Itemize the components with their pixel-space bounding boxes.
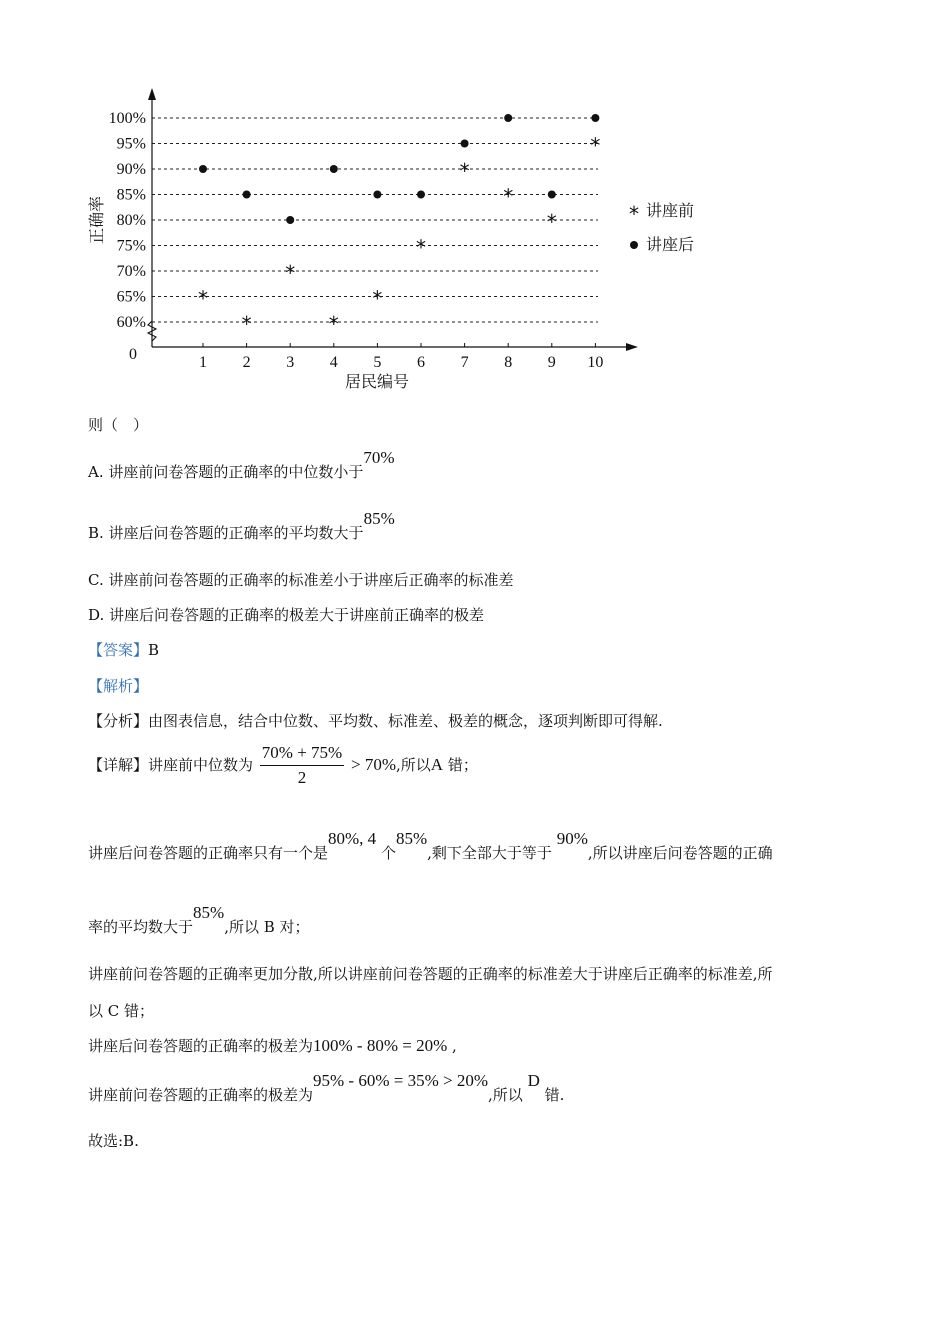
l1-g: ,所以讲座后问卷答题的正确 xyxy=(587,844,773,862)
l6-e: 错. xyxy=(544,1086,565,1104)
detail-prefix: 【详解】讲座前中位数为 xyxy=(88,755,254,774)
detail-line-5: 以 C 错； xyxy=(88,1002,155,1020)
y-axis-title: 正确率 xyxy=(89,195,106,245)
after-lecture-point xyxy=(504,114,512,122)
l6-a: 讲座前问卷答题的正确率的极差为 xyxy=(88,1086,314,1104)
after-lecture-point xyxy=(243,191,251,199)
y-tick-label: 75% xyxy=(116,237,146,255)
l1-e: ,剩下全部大于等于 xyxy=(427,844,552,862)
legend-marker-after xyxy=(630,241,638,249)
detail-option-a: A xyxy=(430,754,444,774)
detail-line-6 xyxy=(88,1036,457,1056)
option-a xyxy=(88,448,395,482)
l2-b: 85% xyxy=(193,903,225,922)
option-b-value: 85% xyxy=(363,509,395,528)
l1-c: 个 xyxy=(380,844,396,862)
origin-label: 0 xyxy=(129,346,137,363)
l5-c: , xyxy=(452,1037,457,1055)
l1-b: 80%, 4 xyxy=(328,829,377,848)
fraction-denominator: 2 xyxy=(297,768,307,788)
x-tick-label: 1 xyxy=(199,354,207,371)
after-lecture-point xyxy=(417,191,425,199)
option-a-value: 70% xyxy=(363,448,395,467)
legend-label: 讲座后 xyxy=(646,237,695,254)
legend-marker-before: * xyxy=(629,202,639,226)
x-tick-label: 7 xyxy=(460,354,469,371)
detail-suffix: ,所以 xyxy=(396,755,431,774)
analysis-summary: 【分析】由图表信息，结合中位数、平均数、标准差、极差的概念，逐项判断即可得解. xyxy=(88,712,663,730)
detail-line-4: 讲座前问卷答题的正确率更加分散,所以讲座前问卷答题的正确率的标准差大于讲座后正确率的标准差,所 xyxy=(88,965,773,983)
before-lecture-point: * xyxy=(241,312,252,336)
after-lecture-point xyxy=(548,191,556,199)
before-lecture-point: * xyxy=(285,261,296,285)
after-lecture-point xyxy=(591,114,599,122)
after-lecture-point xyxy=(286,216,294,224)
l2-a: 率的平均数大于 xyxy=(88,918,194,936)
before-lecture-point: * xyxy=(198,286,208,311)
before-lecture-point: * xyxy=(546,210,557,234)
option-a-text: A. 讲座前问卷答题的正确率的中位数小于 xyxy=(88,463,364,481)
l1-d: 85% xyxy=(395,829,428,848)
y-axis-arrow xyxy=(148,88,156,100)
option-d: D. 讲座后问卷答题的正确率的极差大于讲座前正确率的极差 xyxy=(88,606,485,624)
after-lecture-point xyxy=(199,165,207,173)
l6-c: ,所以 xyxy=(488,1086,523,1104)
x-tick-label: 6 xyxy=(417,354,425,371)
x-tick-label: 8 xyxy=(504,354,513,371)
option-c: C. 讲座前问卷答题的正确率的标准差小于讲座后正确率的标准差 xyxy=(88,571,514,589)
before-lecture-point: * xyxy=(372,286,383,311)
detail-line-7 xyxy=(88,1071,565,1105)
detail-line-3 xyxy=(88,903,310,937)
y-tick-label: 90% xyxy=(116,161,146,178)
option-b xyxy=(88,509,395,543)
x-tick-label: 9 xyxy=(547,354,556,371)
question-stem: 则（ ） xyxy=(88,416,149,434)
y-tick-label: 80% xyxy=(116,212,146,229)
y-tick-label: 65% xyxy=(116,288,146,306)
l6-d: D xyxy=(527,1071,540,1090)
median-fraction xyxy=(260,743,344,789)
x-axis-arrow xyxy=(626,343,638,351)
before-lecture-point: * xyxy=(590,133,601,158)
l1-a: 讲座后问卷答题的正确率只有一个是 xyxy=(88,844,329,862)
before-lecture-point: * xyxy=(328,312,339,336)
before-lecture-point: * xyxy=(416,235,426,260)
y-tick-label: 70% xyxy=(116,263,146,280)
y-tick-label: 60% xyxy=(116,314,146,331)
detail-line-2 xyxy=(88,829,773,863)
scatter-chart xyxy=(80,80,720,400)
l2-c: ,所以 B 对； xyxy=(224,918,310,936)
answer-tag: 【答案】 xyxy=(88,641,149,659)
fraction-comparison: > 70% xyxy=(351,754,396,774)
l5-a: 讲座后问卷答题的正确率的极差为 xyxy=(88,1037,314,1055)
y-tick-label: 85% xyxy=(116,186,146,204)
answer-value: B xyxy=(148,641,160,659)
x-axis-title: 居民编号 xyxy=(344,374,410,391)
x-tick-label: 3 xyxy=(286,354,295,371)
x-tick-label: 4 xyxy=(329,354,338,371)
detail-wrong: 错； xyxy=(447,755,478,774)
y-tick-label: 100% xyxy=(108,110,146,127)
after-lecture-point xyxy=(330,165,338,173)
legend-label: 讲座前 xyxy=(646,203,695,220)
l6-b: 95% - 60% = 35% > 20% xyxy=(313,1071,488,1090)
x-tick-label: 2 xyxy=(242,354,251,371)
l5-b: 100% - 80% = 20% xyxy=(313,1036,448,1055)
x-tick-label: 10 xyxy=(587,354,604,371)
fraction-numerator: 70% + 75% xyxy=(260,743,344,766)
answer-line xyxy=(88,641,159,659)
analysis-tag: 【解析】 xyxy=(88,677,149,695)
before-lecture-point: * xyxy=(459,159,470,183)
detail-line-1 xyxy=(88,743,478,789)
after-lecture-point xyxy=(373,191,381,199)
y-tick-label: 95% xyxy=(116,135,146,153)
conclusion: 故选:B. xyxy=(88,1132,139,1150)
option-b-text: B. 讲座后问卷答题的正确率的平均数大于 xyxy=(88,524,364,542)
x-tick-label: 5 xyxy=(373,354,382,371)
before-lecture-point: * xyxy=(503,184,514,209)
l1-f: 90% xyxy=(556,829,588,848)
after-lecture-point xyxy=(461,140,469,148)
